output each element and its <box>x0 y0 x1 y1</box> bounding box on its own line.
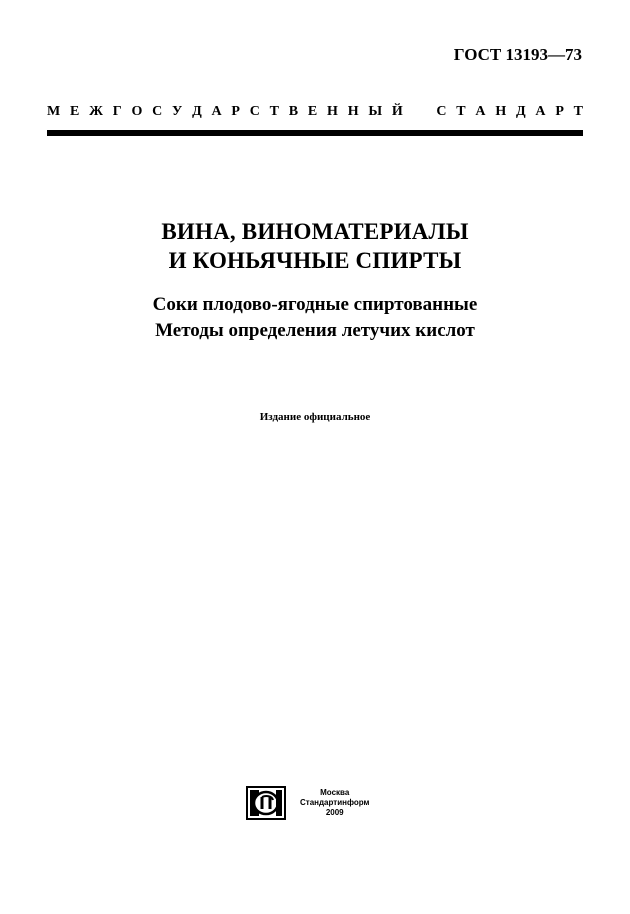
standard-type-line <box>47 104 583 120</box>
standard-type-letter: Е <box>70 104 80 119</box>
standard-type-word-gap <box>413 104 427 120</box>
title-line-2: И КОНЬЯЧНЫЕ СПИРТЫ <box>168 248 462 273</box>
publisher-name: Стандартинформ <box>300 798 370 807</box>
standard-type-letter: Т <box>573 104 583 119</box>
standard-type-letter: Т <box>456 104 466 119</box>
standards-publisher-logo-icon <box>246 786 286 820</box>
publisher-block <box>246 786 369 820</box>
standard-type-letter: Г <box>112 104 122 119</box>
publisher-text <box>300 788 369 818</box>
standard-type-letter: Н <box>327 104 338 119</box>
standard-type-letter: М <box>47 104 61 119</box>
edition-label: Издание официальное <box>259 411 371 423</box>
publisher-city: Москва <box>320 788 350 797</box>
standard-type-letter: А <box>475 104 486 119</box>
standard-type-letter: А <box>211 104 222 119</box>
standard-type-letter: Й <box>391 104 403 119</box>
standard-type-letter: Р <box>231 104 240 119</box>
standard-type-letter: Д <box>515 104 526 119</box>
standard-type-letter: С <box>152 104 163 119</box>
subtitle-line-2: Методы определения летучих кислот <box>155 320 475 341</box>
subtitle-line-1: Соки плодово-ягодные спиртованные <box>152 294 478 315</box>
title-block <box>0 217 630 344</box>
standard-type-letter: Д <box>192 104 202 119</box>
standard-type-letter: Р <box>555 104 564 119</box>
standard-type-letter: Т <box>269 104 280 119</box>
standard-type-letter: О <box>131 104 143 119</box>
standard-type-letter: Ж <box>89 104 103 119</box>
standard-type-letter: В <box>288 104 299 119</box>
standard-type-letter: У <box>172 104 183 119</box>
standard-type-letter: С <box>436 104 447 119</box>
gost-number: ГОСТ 13193—73 <box>453 45 582 64</box>
publisher-year: 2009 <box>325 808 344 817</box>
standard-type-letter: А <box>535 104 546 119</box>
standard-type-letter: Н <box>347 104 359 119</box>
title-line-1: ВИНА, ВИНОМАТЕРИАЛЫ <box>161 219 469 244</box>
standard-type-letter: С <box>249 104 260 119</box>
header-divider <box>47 130 583 136</box>
standard-type-letter: Е <box>307 104 318 119</box>
standard-type-letter: Ы <box>368 104 383 119</box>
standard-type-letter: Н <box>495 104 507 119</box>
